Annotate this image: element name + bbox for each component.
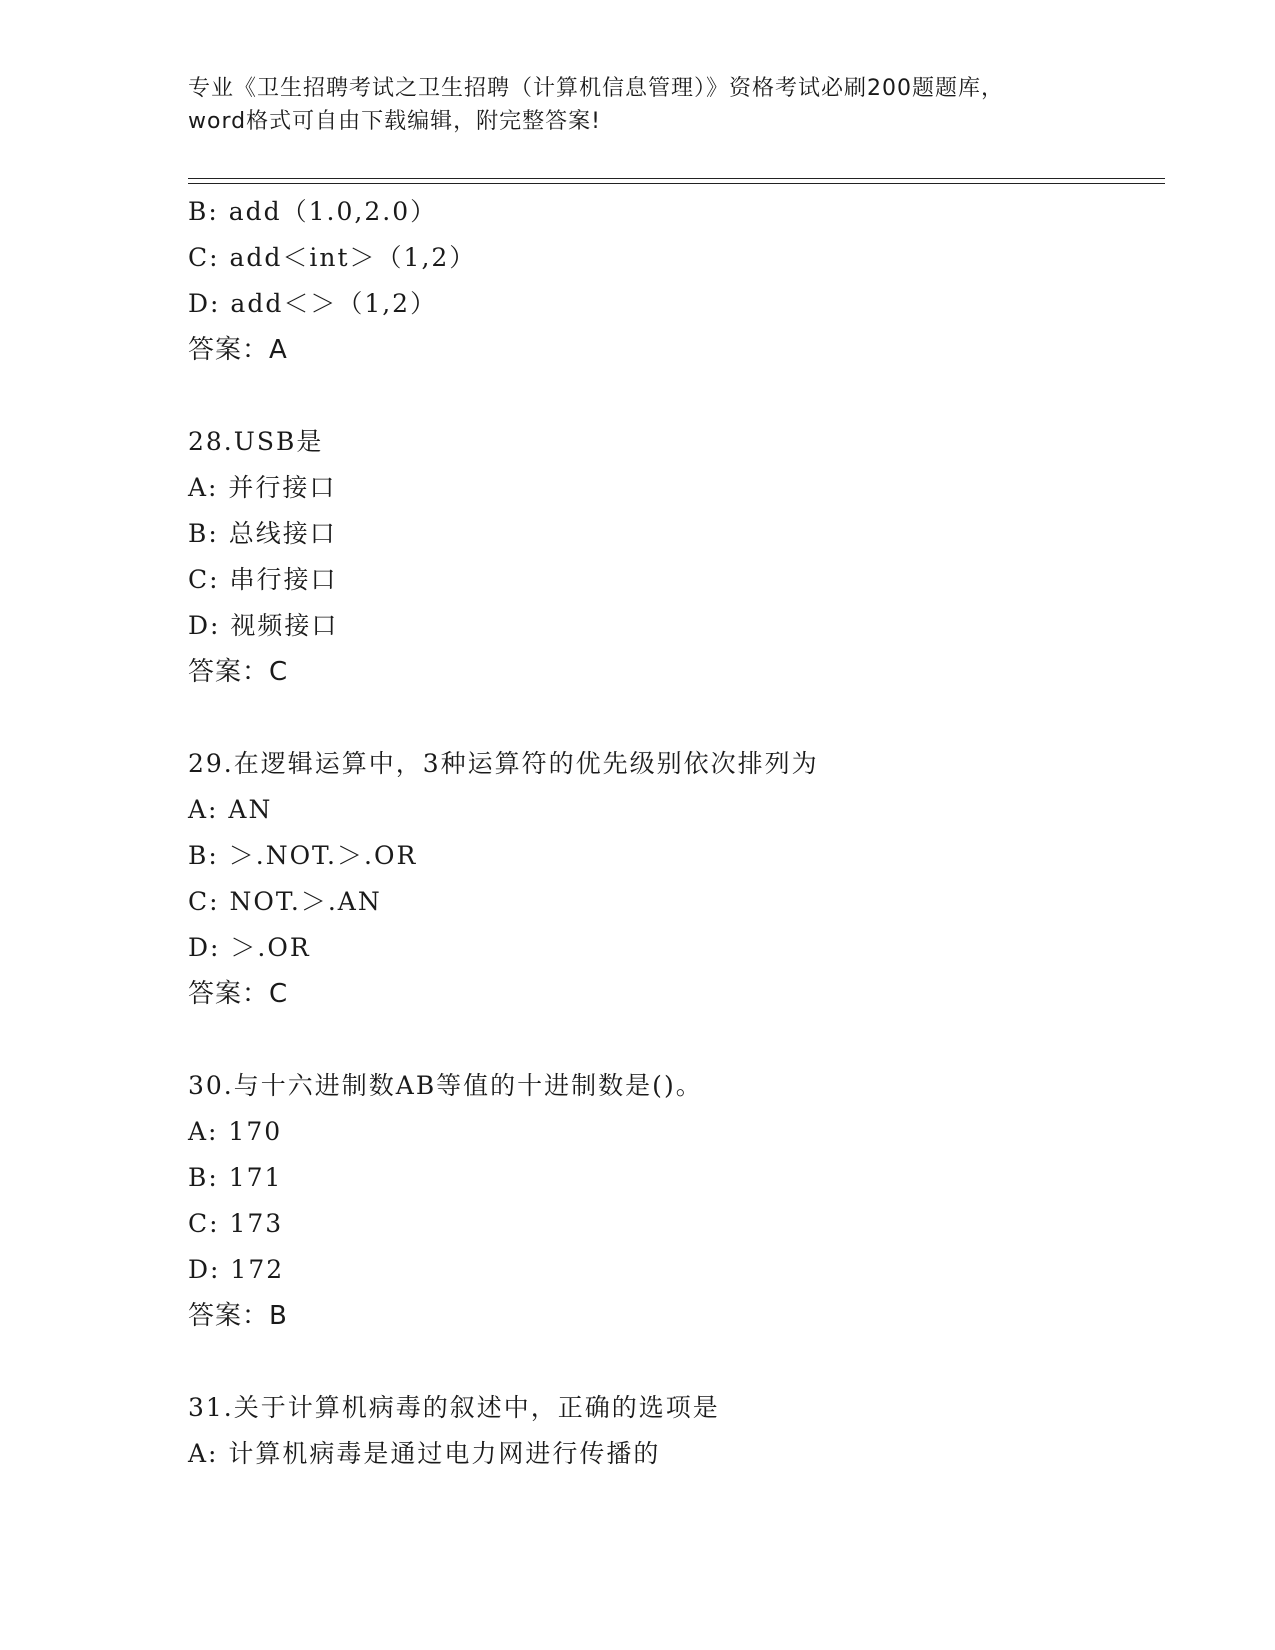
question-text: 30.与十六进制数AB等值的十进制数是()。 bbox=[188, 1071, 703, 1100]
question-text: 31.关于计算机病毒的叙述中，正确的选项是 bbox=[188, 1393, 720, 1422]
header-line-2: word格式可自由下载编辑，附完整答案! bbox=[188, 109, 601, 134]
option-line: B: add（1.0,2.0） bbox=[188, 197, 438, 226]
option-line: A: AN bbox=[188, 795, 273, 824]
block-spacer bbox=[188, 1339, 1148, 1385]
block-spacer bbox=[188, 695, 1148, 741]
question-block bbox=[188, 1385, 1148, 1477]
question-text: 29.在逻辑运算中，3种运算符的优先级别依次排列为 bbox=[188, 749, 819, 778]
question-block bbox=[188, 189, 1148, 373]
question-list bbox=[188, 189, 1148, 1477]
answer-line: 答案：B bbox=[188, 1301, 288, 1331]
question-block bbox=[188, 741, 1148, 1017]
option-line: C: add＜int＞（1,2） bbox=[188, 243, 477, 272]
header-line-1: 专业《卫生招聘考试之卫生招聘（计算机信息管理）》资格考试必刷200题题库， bbox=[188, 76, 1004, 101]
option-line: D: add＜＞（1,2） bbox=[188, 289, 438, 318]
answer-line: 答案：C bbox=[188, 979, 289, 1009]
option-line: B: 171 bbox=[188, 1163, 283, 1192]
option-line: D: 视频接口 bbox=[188, 611, 339, 640]
header-divider-bottom bbox=[188, 183, 1165, 184]
option-line: C: 串行接口 bbox=[188, 565, 338, 594]
option-line: A: 并行接口 bbox=[188, 473, 337, 502]
option-line: B: ＞.NOT.＞.OR bbox=[188, 841, 418, 870]
question-block bbox=[188, 419, 1148, 695]
option-line: D: 172 bbox=[188, 1255, 285, 1284]
question-block bbox=[188, 1063, 1148, 1339]
question-text: 28.USB是 bbox=[188, 427, 324, 456]
option-line: C: NOT.＞.AN bbox=[188, 887, 382, 916]
block-spacer bbox=[188, 1017, 1148, 1063]
header-divider-top bbox=[188, 178, 1165, 179]
option-line: C: 173 bbox=[188, 1209, 284, 1238]
document-header bbox=[188, 72, 1088, 138]
option-line: A: 170 bbox=[188, 1117, 283, 1146]
answer-line: 答案：C bbox=[188, 657, 289, 687]
block-spacer bbox=[188, 373, 1148, 419]
answer-line: 答案：A bbox=[188, 335, 288, 365]
option-line: A: 计算机病毒是通过电力网进行传播的 bbox=[188, 1439, 661, 1468]
option-line: B: 总线接口 bbox=[188, 519, 337, 548]
option-line: D: ＞.OR bbox=[188, 933, 311, 962]
